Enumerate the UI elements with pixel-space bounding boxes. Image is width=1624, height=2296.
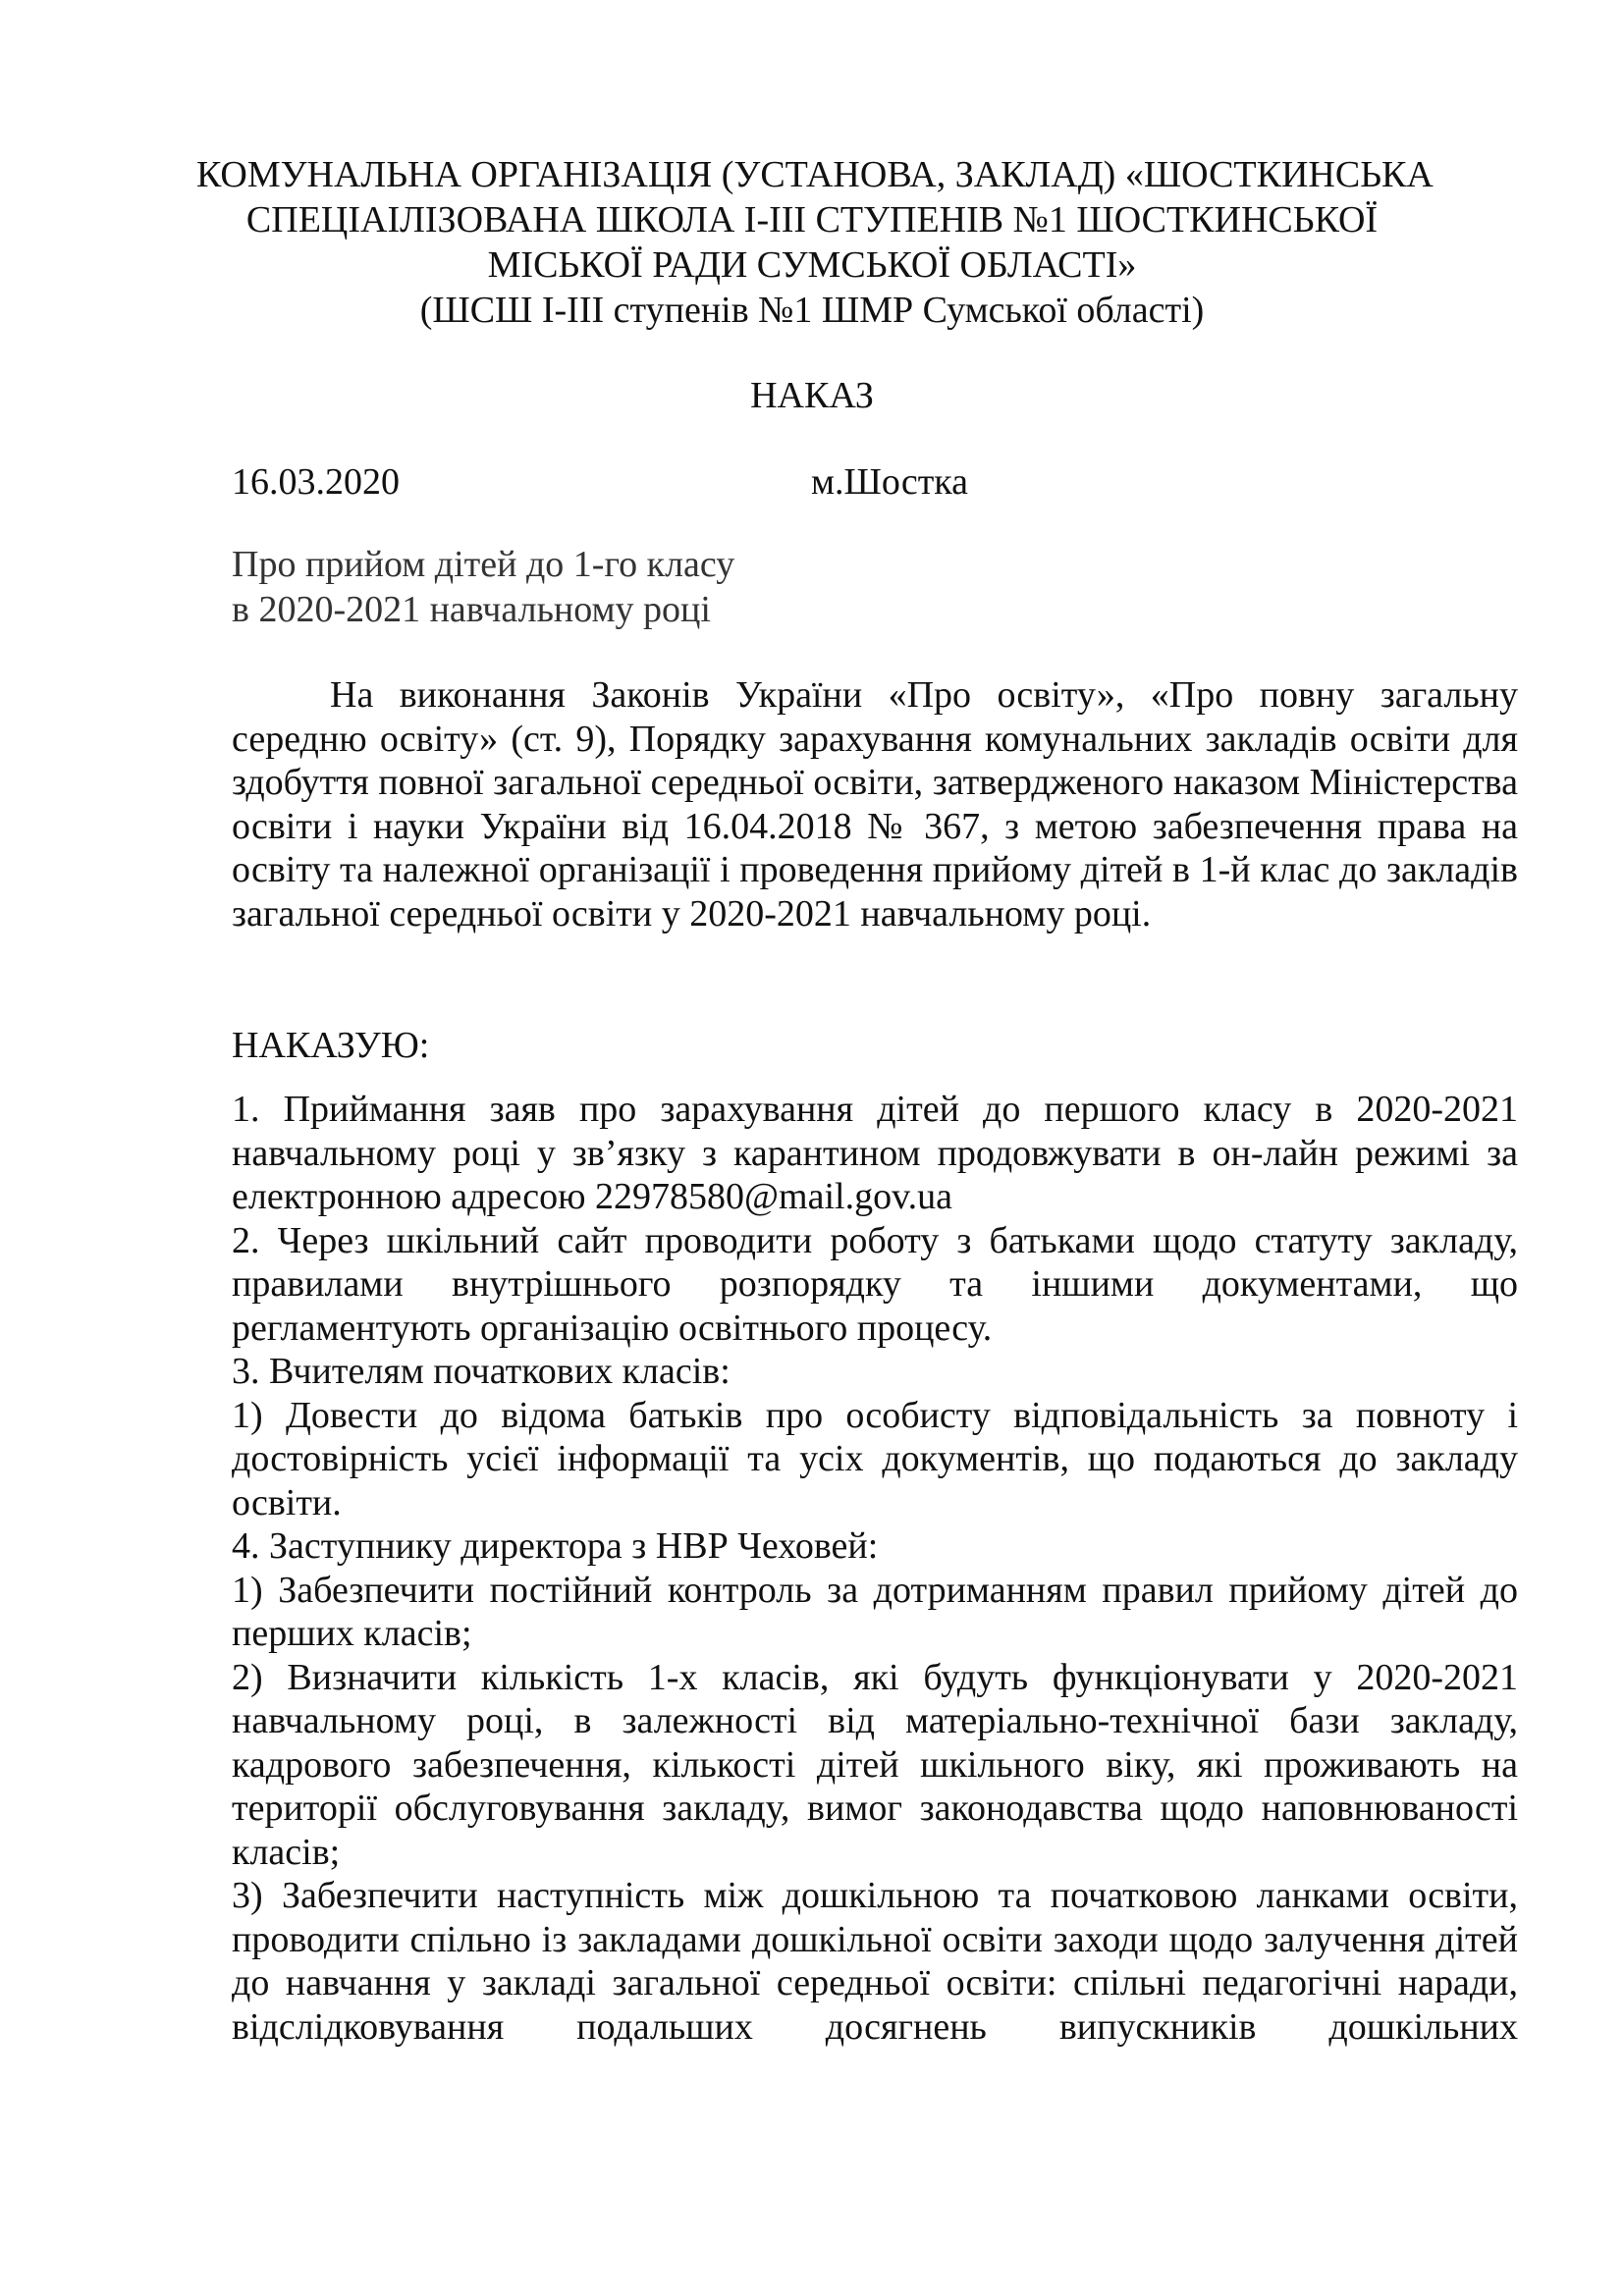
directive-item-3: 3. Вчителям початкових класів: <box>232 1351 731 1392</box>
subject-line-1: Про прийом дітей до 1-го класу <box>232 544 735 585</box>
directive-item-4-3: 3) Забезпечити наступність між дошкільною та початковою ланками освіти, проводити спільно із закладами дошкільної освіти заходи щодо залучення дітей до навчання у закладі загальної середньої освіти: спільні педагогічні наради, відслідковування подальших досягнень випускників дошкільних <box>232 1875 1518 2048</box>
directive-item-4-1: 1) Забезпечити постійний контроль за дотриманням правил прийому дітей до перших класів; <box>232 1569 1518 1654</box>
subject-line-2: в 2020-2021 навчальному році <box>232 589 711 630</box>
directive-item-1: 1. Приймання заяв про зарахування дітей до першого класу в 2020-2021 навчальному році у зв’язку з карантином продовжувати в он-лайн режимі за електронною адресою 22978580@mail.gov.ua <box>232 1089 1518 1217</box>
institution-header <box>196 152 1434 333</box>
directive-item-3-1: 1) Довести до відома батьків про особисту відповідальність за повноту і достовірність усієї інформації та усіх документів, що подаються до закладу освіти. <box>232 1394 1518 1523</box>
header-line-3: МІСЬКОЇ РАДИ СУМСЬКОЇ ОБЛАСТІ» <box>487 244 1137 286</box>
directive-item-2: 2. Через шкільний сайт проводити роботу з батьками щодо статуту закладу, правилами внутрішнього розпорядку та іншими документами, що регламентують організацію освітнього процесу. <box>232 1219 1518 1349</box>
directive-heading: НАКАЗУЮ: <box>232 1025 430 1066</box>
directive-item-4-2: 2) Визначити кількість 1-х класів, які будуть функціонувати у 2020-2021 навчальному році, в залежності від матеріально-технічної бази закладу, кадрового забезпечення, кількості дітей шкільного віку, які проживають на території обслуговування закладу, вимог законодавства щодо наповнюваності класів; <box>232 1656 1518 1873</box>
order-subject <box>232 542 734 632</box>
order-city: м.Шостка <box>811 461 969 503</box>
order-title: НАКАЗ <box>750 375 874 416</box>
directive-item-4: 4. Заступнику директора з НВР Чеховей: <box>232 1525 879 1567</box>
preamble-paragraph: На виконання Законів України «Про освіту», «Про повну загальну середню освіту» (ст. 9), Порядку зарахування комунальних закладів освіти для здобуття повної загальної середньої освіти, затвердженого наказом Міністерства освіти і науки України від 16.04.2018 № 367, з метою забезпечення права на освіту та належної організації і проведення прийому дітей в 1-й клас до закладів загальної середньої освіти у 2020-2021 навчальному році. <box>232 674 1518 934</box>
header-line-1: КОМУНАЛЬНА ОРГАНІЗАЦІЯ (УСТАНОВА, ЗАКЛАД) «ШОСТКИНСЬКА <box>196 154 1434 195</box>
directive-items <box>232 1088 1518 2049</box>
header-line-2: СПЕЦІАІЛІЗОВАНА ШКОЛА І-ІІІ СТУПЕНІВ №1 ШОСТКИНСЬКОЇ <box>245 199 1379 240</box>
order-date: 16.03.2020 <box>232 461 400 503</box>
header-line-4: (ШСШ І-ІІІ ступенів №1 ШМР Сумської області) <box>419 290 1205 331</box>
